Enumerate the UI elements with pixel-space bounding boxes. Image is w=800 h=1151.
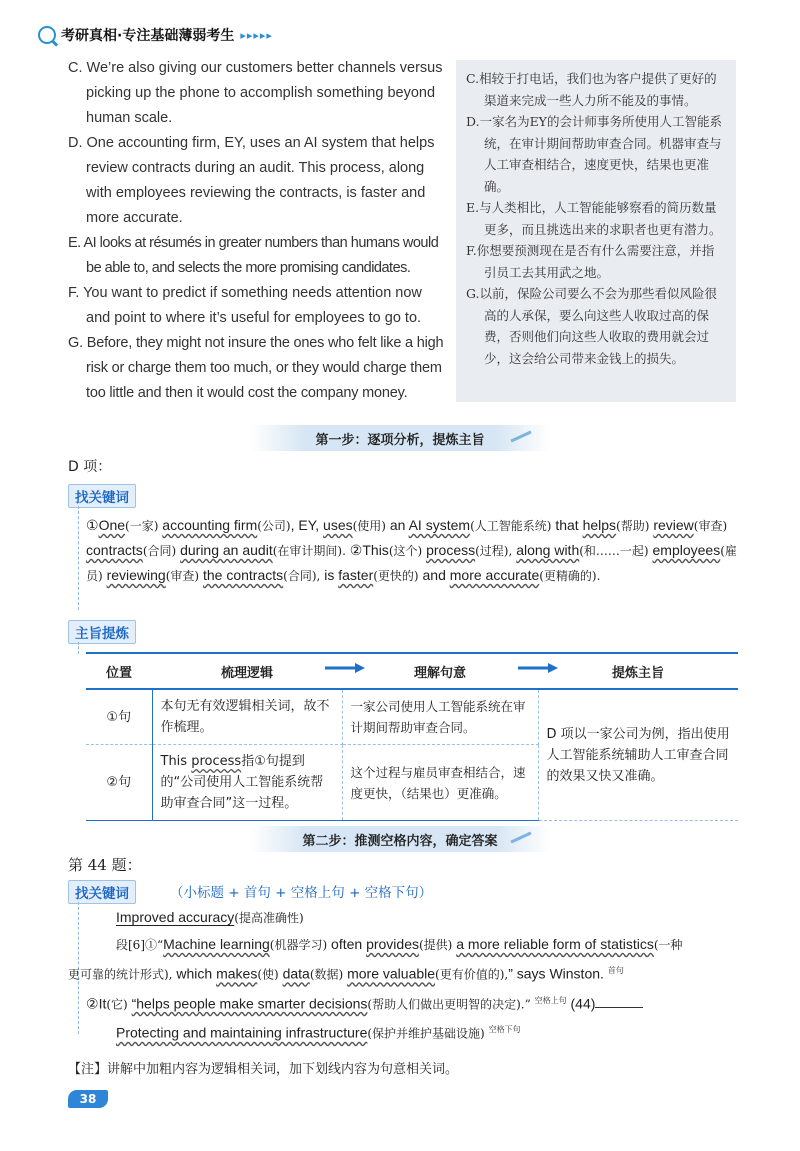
d-item-label: D 项： — [68, 459, 112, 475]
chinese-option-g: G.以前，保险公司要么不会为那些看似风险很高的人承保，要么向这些人收取过高的保费，否则他们向这些人收取的费用就会过少，这会给公司带来金钱上的损失。 — [466, 286, 718, 366]
row1-logic: 本句无有效逻辑相关词，故不作梳理。 — [152, 689, 342, 745]
english-option-d: D. One accounting firm, EY, uses an AI system that helps review contracts during an audit. This process, along with employees reviewing the contracts, is faster and more accurate. — [68, 135, 435, 226]
chinese-option-f: F.你想要预测现在是否有什么需要注意，并指引员工去其用武之地。 — [466, 243, 715, 280]
page-header — [38, 22, 273, 48]
step2-title: 第二步：推测空格内容，确定答案 — [250, 826, 550, 852]
chinese-option-c: C.相较于打电话，我们也为客户提供了更好的渠道来完成一些人力所不能及的事情。 — [466, 71, 717, 108]
header-title: 考研真相·专注基础薄弱考生 — [61, 28, 235, 44]
summary-cell: D 项以一家公司为例，指出使用人工智能系统辅助人工审查合同的效果又快又准确。 — [538, 689, 738, 821]
next-sentence-marker: 空格下句 — [488, 1025, 521, 1035]
keywords-sub-label: （小标题 + 首句 + 空格上句 + 空格下句） — [170, 885, 433, 901]
step1-title: 第一步：逐项分析，提炼主旨 — [250, 425, 550, 451]
prev-sentence-marker: 空格上句 — [534, 995, 567, 1005]
answer-blank — [595, 993, 643, 1008]
summary-guide-line — [78, 642, 79, 654]
english-options — [68, 56, 446, 406]
brush-stroke-icon — [510, 831, 531, 843]
brush-stroke-icon — [510, 430, 531, 442]
row2-position: ②句 — [86, 745, 152, 821]
header-meaning: 理解句意 — [342, 653, 538, 689]
header-arrows-icon: ▸▸▸▸▸ — [240, 28, 273, 42]
keywords-analysis: ①One(一家) accounting firm(公司), EY, uses(使用) an AI system(人工智能系统) that helps(帮助) review(审查) contracts(合同) during an audit(在审计期间). ②This(这个) process(过程), along with(和……一起) employees(雇员) reviewing(审查) the contracts(合同), is faster(更快的) and more accurate(更精确的). — [86, 517, 737, 583]
header-summary: 提炼主旨 — [538, 653, 738, 689]
summary-tag: 主旨提炼 — [68, 620, 136, 644]
search-logo-icon — [38, 26, 56, 44]
context-subtitle: Improved accuracy(提高准确性) — [116, 909, 304, 925]
context-next-sentence: Protecting and maintaining infrastructure(保护并维护基础设施) $^{空格下句}$ — [116, 1024, 521, 1041]
table-header-row — [86, 653, 738, 689]
context-first-sentence: 段[6]①“Machine learning(机器学习) often provides(提供) a more reliable form of statistics(一种 — [116, 936, 683, 952]
question-label: 第 44 题： — [68, 856, 142, 874]
row1-meaning: 一家公司使用人工智能系统在审计期间帮助审查合同。 — [342, 689, 538, 745]
header-position: 位置 — [86, 653, 152, 689]
chinese-option-d: D.一家名为EY的会计师事务所使用人工智能系统，在审计期间帮助审查合同。机器审查与人工审查相结合，速度更快，结果也更准确。 — [466, 114, 722, 194]
logic-table — [86, 652, 738, 821]
arrow-right-icon — [325, 663, 365, 673]
chinese-translation-box — [456, 60, 736, 402]
header-logic: 梳理逻辑 — [152, 653, 342, 689]
page-number: 38 — [68, 1090, 108, 1108]
blank-number: (44) — [570, 995, 596, 1012]
row1-position: ①句 — [86, 689, 152, 745]
english-option-f: F. You want to predict if something needs attention now and point to where it’s useful for employees to go to. — [68, 285, 422, 326]
keywords-guide-line — [78, 506, 79, 610]
chinese-option-e: E.与人类相比，人工智能能够察看的简历数量更多，而且挑选出来的求职者也更有潜力。 — [466, 200, 722, 237]
question-context — [68, 904, 741, 1047]
arrow-right-icon — [518, 663, 558, 673]
row2-logic: This process指①句提到的“公司使用人工智能系统帮助审查合同”这一过程。 — [152, 745, 342, 821]
row2-meaning: 这个过程与雇员审查相结合，速度更快，（结果也）更准确。 — [342, 745, 538, 821]
english-option-c: C. We’re also giving our customers better channels versus picking up the phone to accomplish something beyond human scale. — [68, 60, 443, 126]
context-prev-sentence: ②It(它) “helps people make smarter decisions(帮助人们做出更明智的决定).” $^{空格上句}$ (44) — [86, 988, 741, 1018]
find-keywords-tag: 找关键词 — [68, 880, 136, 904]
english-option-e: E. AI looks at résumés in greater numbers than humans would be able to, and selects the more promising candidates. — [68, 235, 439, 276]
table-row — [86, 689, 738, 745]
first-sentence-marker: 首句 — [607, 966, 624, 975]
context-first-sentence-cont: 更可靠的统计形式), which makes(使) data(数据) more valuable(更有价值的),” says Winston. $^{首句}$ — [68, 965, 624, 982]
english-option-g: G. Before, they might not insure the ones who felt like a high risk or charge them too much, or they would charge them too little and then it would cost the company money. — [68, 335, 444, 401]
footnote: 【注】讲解中加粗内容为逻辑相关词，加下划线内容为句意相关词。 — [68, 1062, 459, 1077]
find-keywords-tag: 找关键词 — [68, 484, 136, 508]
